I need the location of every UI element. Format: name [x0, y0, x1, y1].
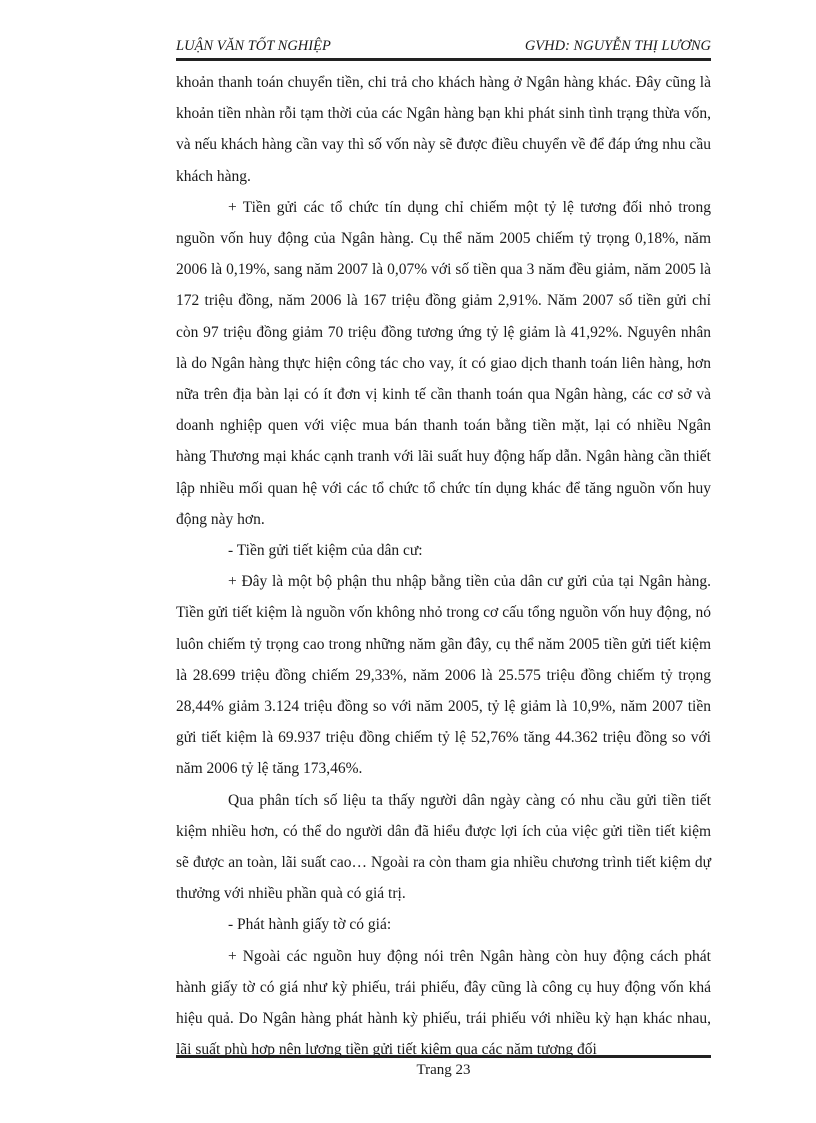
footer-rule: [176, 1055, 711, 1058]
paragraph-analysis: Qua phân tích số liệu ta thấy người dân ngày càng có nhu cầu gửi tiền tiết kiệm nhiều hơn, có thể do người dân đã hiểu được lợi ích của việc gửi tiền tiết kiệm sẽ được an toàn, lãi suất cao… Ngoài ra còn tham gia nhiều chương trình tiết kiệm dự thưởng với nhiều phần quà có giá trị.: [176, 791, 711, 903]
heading-savings-deposits: - Tiền gửi tiết kiệm của dân cư:: [228, 542, 423, 560]
paragraph-interbank-deposits: + Tiền gửi các tổ chức tín dụng chỉ chiếm một tỷ lệ tương đối nhỏ trong nguồn vốn huy động của Ngân hàng. Cụ thể năm 2005 chiếm tỷ trọng 0,18%, năm 2006 là 0,19%, sang năm 2007 là 0,07% với số tiền qua 3 năm đều giảm, năm 2005 là 172 triệu đồng, năm 2006 là 167 triệu đồng giảm 2,91%. Năm 2007 số tiền gửi chỉ còn 97 triệu đồng giảm 70 triệu đồng tương ứng tỷ lệ giảm là 41,92%. Nguyên nhân là do Ngân hàng thực hiện công tác cho vay, ít có giao dịch thanh toán liên hàng, hơn nữa trên địa bàn lại có ít đơn vị kinh tế cần thanh toán qua Ngân hàng, các cơ sở và doanh nghiệp quen với việc mua bán thanh toán bằng tiền mặt, lại có nhiều Ngân hàng Thương mại khác cạnh tranh với lãi suất huy động hấp dẫn. Ngân hàng cần thiết lập nhiều mối quan hệ với các tổ chức tổ chức tín dụng khác để tăng nguồn vốn huy động này hơn.: [176, 198, 711, 528]
thesis-title: LUẬN VĂN TỐT NGHIỆP: [176, 38, 331, 54]
header-rule: [176, 58, 711, 61]
supervisor-name: GVHD: NGUYỄN THỊ LƯƠNG: [524, 38, 711, 54]
paragraph-valuable-papers: + Ngoài các nguồn huy động nói trên Ngân hàng còn huy động cách phát hành giấy tờ có giá như kỳ phiếu, trái phiếu, đây cũng là công cụ huy động vốn khá hiệu quả. Do Ngân hàng phát hành kỳ phiếu, trái phiếu với nhiều kỳ hạn khác nhau, lãi suất phù hợp nên lượng tiền gửi tiết kiệm qua các năm tương đối: [176, 947, 711, 1059]
heading-valuable-papers: - Phát hành giấy tờ có giá:: [228, 916, 392, 934]
page-body: [176, 67, 711, 1066]
paragraph-savings-deposits: + Đây là một bộ phận thu nhập bằng tiền của dân cư gửi của tại Ngân hàng. Tiền gửi tiết kiệm là nguồn vốn không nhỏ trong cơ cấu tổng nguồn vốn huy động, nó luôn chiếm tỷ trọng cao trong những năm gần đây, cụ thể năm 2005 tiền gửi tiết kiệm là 28.699 triệu đồng chiếm 29,33%, năm 2006 là 25.575 triệu đồng chiếm tỷ trọng 28,44% giảm 3.124 triệu đồng so với năm 2005, tỷ lệ giảm là 10,9%, năm 2007 tiền gửi tiết kiệm là 69.937 triệu đồng chiếm tỷ lệ 52,76% tăng 44.362 triệu đồng so với năm 2006 tỷ lệ tăng 173,46%.: [176, 573, 711, 778]
paragraph-continuation: khoản thanh toán chuyển tiền, chi trả cho khách hàng ở Ngân hàng khác. Đây cũng là khoản tiền nhàn rỗi tạm thời của các Ngân hàng bạn khi phát sinh tình trạng thừa vốn, và nếu khách hàng cần vay thì số vốn này sẽ được điều chuyển về để đáp ứng nhu cầu khách hàng.: [176, 74, 711, 185]
page-number: Trang 23: [416, 1062, 471, 1078]
page-header: [176, 36, 711, 58]
